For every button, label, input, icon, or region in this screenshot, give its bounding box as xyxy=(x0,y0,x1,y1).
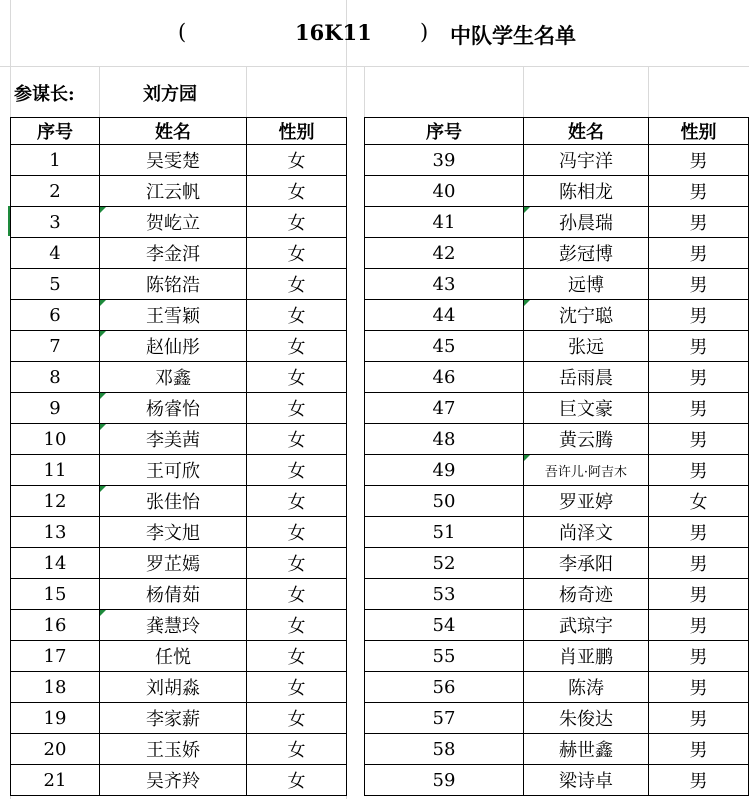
name-cell[interactable]: 王可欣 xyxy=(100,455,247,486)
table-row xyxy=(365,734,749,765)
roster-table-right xyxy=(364,117,749,796)
name-cell[interactable]: 远博 xyxy=(524,269,649,300)
gender-cell[interactable]: 女 xyxy=(247,362,347,393)
table-row xyxy=(11,610,347,641)
gender-cell[interactable]: 女 xyxy=(247,517,347,548)
seq-cell[interactable]: 6 xyxy=(11,300,100,331)
title-class-code: 16K11 xyxy=(295,20,372,45)
gender-cell[interactable]: 男 xyxy=(649,300,749,331)
gender-cell[interactable]: 男 xyxy=(649,269,749,300)
seq-cell[interactable]: 7 xyxy=(11,331,100,362)
name-cell[interactable]: 李文旭 xyxy=(100,517,247,548)
name-cell[interactable]: 李家薪 xyxy=(100,703,247,734)
table-row xyxy=(11,145,347,176)
gender-cell[interactable]: 女 xyxy=(247,548,347,579)
seq-cell[interactable]: 55 xyxy=(365,641,524,672)
seq-cell[interactable]: 59 xyxy=(365,765,524,796)
table-row xyxy=(365,393,749,424)
gender-cell[interactable]: 女 xyxy=(247,207,347,238)
gender-cell[interactable]: 女 xyxy=(247,393,347,424)
gender-cell[interactable]: 男 xyxy=(649,734,749,765)
name-cell[interactable]: 孙晨瑞 xyxy=(524,207,649,238)
table-header-row xyxy=(365,118,749,145)
gender-cell[interactable]: 女 xyxy=(247,269,347,300)
table-row xyxy=(11,486,347,517)
table-row xyxy=(11,207,347,238)
seq-cell[interactable]: 58 xyxy=(365,734,524,765)
table-row xyxy=(365,641,749,672)
name-cell[interactable]: 赫世鑫 xyxy=(524,734,649,765)
gridline xyxy=(523,66,524,118)
seq-cell[interactable]: 11 xyxy=(11,455,100,486)
seq-cell[interactable]: 39 xyxy=(365,145,524,176)
gender-cell[interactable]: 男 xyxy=(649,145,749,176)
header-name[interactable]: 姓名 xyxy=(100,118,247,145)
gender-cell[interactable]: 男 xyxy=(649,548,749,579)
table-row xyxy=(11,331,347,362)
name-cell[interactable]: 王雪颖 xyxy=(100,300,247,331)
gender-cell[interactable]: 男 xyxy=(649,424,749,455)
table-row xyxy=(365,362,749,393)
advisor-label[interactable]: 参谋长: xyxy=(14,84,75,105)
name-cell[interactable]: 李美茜 xyxy=(100,424,247,455)
name-cell[interactable]: 彭冠博 xyxy=(524,238,649,269)
gender-cell[interactable]: 女 xyxy=(247,672,347,703)
name-cell[interactable]: 岳雨晨 xyxy=(524,362,649,393)
table-row xyxy=(11,765,347,796)
seq-cell[interactable]: 45 xyxy=(365,331,524,362)
name-cell[interactable]: 刘胡淼 xyxy=(100,672,247,703)
gender-cell[interactable]: 男 xyxy=(649,331,749,362)
name-cell[interactable]: 罗亚婷 xyxy=(524,486,649,517)
name-cell[interactable]: 武琼宇 xyxy=(524,610,649,641)
name-cell[interactable]: 冯宇洋 xyxy=(524,145,649,176)
seq-cell[interactable]: 2 xyxy=(11,176,100,207)
gender-cell[interactable]: 男 xyxy=(649,703,749,734)
gender-cell[interactable]: 男 xyxy=(649,610,749,641)
table-row xyxy=(11,393,347,424)
seq-cell[interactable]: 3 xyxy=(11,207,100,238)
name-cell[interactable]: 李金洱 xyxy=(100,238,247,269)
gender-cell[interactable]: 女 xyxy=(247,300,347,331)
gender-cell[interactable]: 女 xyxy=(247,734,347,765)
seq-cell[interactable]: 49 xyxy=(365,455,524,486)
table-row xyxy=(365,517,749,548)
gender-cell[interactable]: 男 xyxy=(649,238,749,269)
table-row xyxy=(11,238,347,269)
gender-cell[interactable]: 女 xyxy=(247,610,347,641)
gridline xyxy=(364,66,365,118)
seq-cell[interactable]: 20 xyxy=(11,734,100,765)
gender-cell[interactable]: 男 xyxy=(649,207,749,238)
seq-cell[interactable]: 16 xyxy=(11,610,100,641)
name-cell[interactable]: 王玉娇 xyxy=(100,734,247,765)
name-cell[interactable]: 杨睿怡 xyxy=(100,393,247,424)
seq-cell[interactable]: 15 xyxy=(11,579,100,610)
gridline xyxy=(99,66,100,118)
gender-cell[interactable]: 男 xyxy=(649,176,749,207)
table-row xyxy=(365,579,749,610)
table-row xyxy=(365,207,749,238)
seq-cell[interactable]: 50 xyxy=(365,486,524,517)
name-cell[interactable]: 朱俊达 xyxy=(524,703,649,734)
roster-table-left xyxy=(10,117,347,796)
name-cell[interactable]: 任悦 xyxy=(100,641,247,672)
sheet-title[interactable] xyxy=(10,0,747,66)
name-cell[interactable]: 张远 xyxy=(524,331,649,362)
gridline xyxy=(648,66,649,118)
table-row xyxy=(365,548,749,579)
table-row xyxy=(365,610,749,641)
seq-cell[interactable]: 4 xyxy=(11,238,100,269)
title-close-paren: ) xyxy=(420,20,429,44)
table-row xyxy=(365,424,749,455)
name-cell[interactable]: 杨倩茹 xyxy=(100,579,247,610)
header-gender[interactable]: 性别 xyxy=(649,118,749,145)
gender-cell[interactable]: 女 xyxy=(247,238,347,269)
name-cell[interactable]: 巨文豪 xyxy=(524,393,649,424)
header-seq[interactable]: 序号 xyxy=(11,118,100,145)
header-seq[interactable]: 序号 xyxy=(365,118,524,145)
table-row xyxy=(11,703,347,734)
title-text: 中队学生名单 xyxy=(450,23,576,48)
table-row xyxy=(11,455,347,486)
name-cell[interactable]: 贺屹立 xyxy=(100,207,247,238)
table-row xyxy=(365,300,749,331)
seq-cell[interactable]: 51 xyxy=(365,517,524,548)
name-cell[interactable]: 吴雯楚 xyxy=(100,145,247,176)
gridline xyxy=(246,66,247,118)
table-row xyxy=(11,734,347,765)
gender-cell[interactable]: 女 xyxy=(247,703,347,734)
seq-cell[interactable]: 44 xyxy=(365,300,524,331)
name-cell[interactable]: 赵仙彤 xyxy=(100,331,247,362)
gender-cell[interactable]: 男 xyxy=(649,393,749,424)
seq-cell[interactable]: 9 xyxy=(11,393,100,424)
table-row xyxy=(11,579,347,610)
seq-cell[interactable]: 5 xyxy=(11,269,100,300)
gender-cell[interactable]: 女 xyxy=(247,641,347,672)
gender-cell[interactable]: 女 xyxy=(649,486,749,517)
table-row xyxy=(365,672,749,703)
table-row xyxy=(365,455,749,486)
gender-cell[interactable]: 女 xyxy=(247,145,347,176)
gender-cell[interactable]: 女 xyxy=(247,765,347,796)
gender-cell[interactable]: 男 xyxy=(649,641,749,672)
name-cell[interactable]: 邓鑫 xyxy=(100,362,247,393)
seq-cell[interactable]: 57 xyxy=(365,703,524,734)
table-row xyxy=(365,269,749,300)
name-cell[interactable]: 沈宁聪 xyxy=(524,300,649,331)
seq-cell[interactable]: 17 xyxy=(11,641,100,672)
table-row xyxy=(365,145,749,176)
name-cell[interactable]: 梁诗卓 xyxy=(524,765,649,796)
name-cell[interactable]: 张佳怡 xyxy=(100,486,247,517)
name-cell[interactable]: 李承阳 xyxy=(524,548,649,579)
gender-cell[interactable]: 女 xyxy=(247,486,347,517)
seq-cell[interactable]: 8 xyxy=(11,362,100,393)
gender-cell[interactable]: 男 xyxy=(649,579,749,610)
name-cell[interactable]: 江云帆 xyxy=(100,176,247,207)
gender-cell[interactable]: 女 xyxy=(247,455,347,486)
seq-cell[interactable]: 14 xyxy=(11,548,100,579)
table-row xyxy=(11,300,347,331)
seq-cell[interactable]: 48 xyxy=(365,424,524,455)
seq-cell[interactable]: 54 xyxy=(365,610,524,641)
seq-cell[interactable]: 53 xyxy=(365,579,524,610)
table-row xyxy=(11,672,347,703)
table-row xyxy=(11,641,347,672)
name-cell[interactable]: 陈铭浩 xyxy=(100,269,247,300)
name-cell[interactable]: 龚慧玲 xyxy=(100,610,247,641)
header-name[interactable]: 姓名 xyxy=(524,118,649,145)
seq-cell[interactable]: 18 xyxy=(11,672,100,703)
table-row xyxy=(11,424,347,455)
seq-cell[interactable]: 46 xyxy=(365,362,524,393)
gender-cell[interactable]: 男 xyxy=(649,517,749,548)
name-cell[interactable]: 罗芷嫣 xyxy=(100,548,247,579)
seq-cell[interactable]: 13 xyxy=(11,517,100,548)
gender-cell[interactable]: 女 xyxy=(247,331,347,362)
title-open-paren: ( xyxy=(178,20,187,44)
seq-cell[interactable]: 41 xyxy=(365,207,524,238)
gender-cell[interactable]: 男 xyxy=(649,672,749,703)
table-row xyxy=(11,517,347,548)
gender-cell[interactable]: 男 xyxy=(649,362,749,393)
gender-cell[interactable]: 女 xyxy=(247,176,347,207)
table-row xyxy=(11,269,347,300)
seq-cell[interactable]: 19 xyxy=(11,703,100,734)
name-cell[interactable]: 黄云腾 xyxy=(524,424,649,455)
name-cell[interactable]: 吴齐羚 xyxy=(100,765,247,796)
seq-cell[interactable]: 43 xyxy=(365,269,524,300)
seq-cell[interactable]: 52 xyxy=(365,548,524,579)
name-cell[interactable]: 陈涛 xyxy=(524,672,649,703)
table-row xyxy=(365,703,749,734)
seq-cell[interactable]: 21 xyxy=(11,765,100,796)
table-header-row xyxy=(11,118,347,145)
seq-cell[interactable]: 10 xyxy=(11,424,100,455)
header-gender[interactable]: 性别 xyxy=(247,118,347,145)
table-row xyxy=(11,548,347,579)
gender-cell[interactable]: 女 xyxy=(247,424,347,455)
table-row xyxy=(365,331,749,362)
table-row xyxy=(365,176,749,207)
seq-cell[interactable]: 56 xyxy=(365,672,524,703)
seq-cell[interactable]: 40 xyxy=(365,176,524,207)
advisor-name[interactable]: 刘方园 xyxy=(143,84,197,105)
gridline xyxy=(0,66,749,67)
name-cell[interactable]: 尚泽文 xyxy=(524,517,649,548)
seq-cell[interactable]: 42 xyxy=(365,238,524,269)
table-row xyxy=(365,238,749,269)
gender-cell[interactable]: 男 xyxy=(649,455,749,486)
name-cell[interactable]: 吾许儿·阿吉木 xyxy=(524,455,649,486)
name-cell[interactable]: 杨奇迹 xyxy=(524,579,649,610)
gender-cell[interactable]: 男 xyxy=(649,765,749,796)
name-cell[interactable]: 陈相龙 xyxy=(524,176,649,207)
name-cell[interactable]: 肖亚鹏 xyxy=(524,641,649,672)
seq-cell[interactable]: 47 xyxy=(365,393,524,424)
table-row xyxy=(11,176,347,207)
seq-cell[interactable]: 12 xyxy=(11,486,100,517)
gender-cell[interactable]: 女 xyxy=(247,579,347,610)
table-row xyxy=(365,486,749,517)
table-row xyxy=(365,765,749,796)
seq-cell[interactable]: 1 xyxy=(11,145,100,176)
table-row xyxy=(11,362,347,393)
